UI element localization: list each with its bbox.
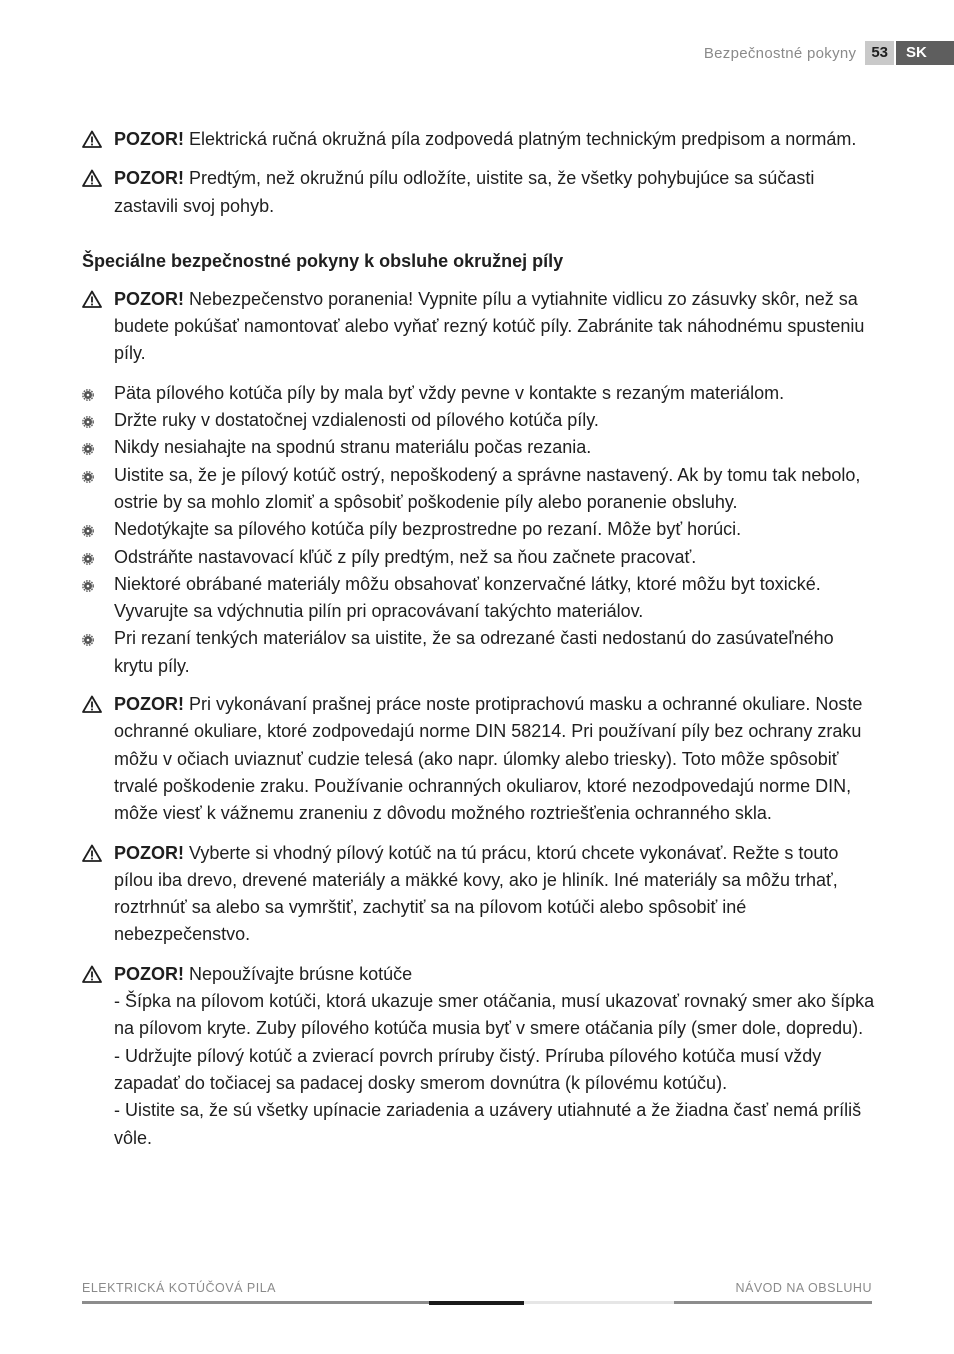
footer-rule-segment [429, 1301, 524, 1305]
warning-block [82, 961, 877, 1152]
bullet-text: Nikdy nesiahajte na spodnú stranu materiálu počas rezania. [114, 437, 592, 458]
list-item [82, 544, 877, 571]
list-item [82, 407, 877, 434]
bullet-text: Päta pílového kotúča píly by mala byť vždy pevne v kontakte s rezaným materiálom. [114, 382, 785, 403]
warning-text: Nebezpečenstvo poranenia! Vypnite pílu a vytiahnite vidlicu zo zásuvky skôr, než sa budete pokúšať namontovať alebo vyňať rezný kotúč píly. Zabránite tak náhodnému spusteniu píly. [114, 288, 865, 364]
instruction-line: - Udržujte pílový kotúč a zvierací povrch príruby čistý. Príruba pílového kotúča musí vždy zapadať do točiacej sa padacej dosky smerom dovnútra (k pílovému kotúču). [114, 1045, 822, 1093]
warning-label: POZOR! [114, 842, 184, 863]
bullet-text: Pri rezaní tenkých materiálov sa uistite, že sa odrezané časti nedostanú do zasúvateľného krytu píly. [114, 628, 834, 676]
list-item [82, 625, 877, 680]
instruction-line: - Uistite sa, že sú všetky upínacie zariadenia a uzávery utiahnuté a že žiadna časť nemá príliš vôle. [114, 1100, 862, 1148]
language-tab: SK [896, 41, 954, 65]
list-item [82, 434, 877, 461]
warning-text: Vyberte si vhodný pílový kotúč na tú prácu, ktorú chcete vykonávať. Režte s touto pílou iba drevo, drevené materiály a mäkké kovy, ako je hliník. Iné materiály sa môžu trhať, roztrhnúť sa alebo sa vymrštiť, zachytiť sa na pílovom kotúči alebo spôsobiť iné nebezpečenstvo. [114, 842, 839, 945]
list-item [82, 380, 877, 407]
warning-block [82, 126, 877, 153]
warning-triangle-icon [82, 290, 102, 308]
bullet-gear-icon [82, 443, 94, 455]
warning-triangle-icon [82, 965, 102, 983]
warning-block [82, 286, 877, 368]
footer-rule-segment [674, 1301, 872, 1304]
list-item [82, 571, 877, 626]
footer-rule-segment [82, 1301, 429, 1304]
warning-triangle-icon [82, 844, 102, 862]
warning-block [82, 165, 877, 220]
warning-text: Predtým, než okružnú pílu odložíte, uistite sa, že všetky pohybujúce sa súčasti zastavili svoj pohyb. [114, 168, 815, 216]
bullet-text: Držte ruky v dostatočnej vzdialenosti od pílového kotúča píly. [114, 410, 599, 431]
instruction-line: - Šípka na pílovom kotúči, ktorá ukazuje smer otáčania, musí ukazovať rovnaký smer ako šípka na pílovom kryte. Zuby pílového kotúča musia byť v smere otáčania píly (smer dole, dopredu). [114, 991, 875, 1039]
warning-label: POZOR! [114, 168, 184, 189]
footer-left-text: ELEKTRICKÁ KOTÚČOVÁ PILA [82, 1281, 276, 1295]
bullet-gear-icon [82, 416, 94, 428]
header-title: Bezpečnostné pokyny [703, 44, 857, 62]
bullet-gear-icon [82, 525, 94, 537]
warning-label: POZOR! [114, 694, 184, 715]
list-item [82, 516, 877, 543]
page-footer [82, 1281, 872, 1295]
bullet-gear-icon [82, 553, 94, 565]
bullet-gear-icon [82, 471, 94, 483]
bullet-text: Nedotýkajte sa pílového kotúča píly bezprostredne po rezaní. Môže byť horúci. [114, 519, 742, 540]
bullet-list [82, 380, 877, 680]
warning-triangle-icon [82, 130, 102, 148]
warning-label: POZOR! [114, 963, 184, 984]
warning-text: Pri vykonávaní prašnej práce noste protiprachovú masku a ochranné okuliare. Noste ochranné okuliare, ktoré zodpovedajú norme DIN 58214. Pri používaní píly bez ochrany zraku môžu v očiach uviaznuť cudzie telesá (ako napr. úlomky alebo triesky). Toto môže spôsobiť trvalé poškodenie zraku. Používanie ochranných okuliarov, ktoré nezodpovedajú norme DIN, môže viesť k vážnemu zraneniu z dôvodu možného roztriešťenia ochranného skla. [114, 694, 863, 824]
list-item [82, 462, 877, 517]
bullet-text: Uistite sa, že je pílový kotúč ostrý, nepoškodený a správne nastavený. Ak by tomu tak nebolo, ostrie by sa mohlo zlomiť a spôsobiť poškodenie píly alebo poranenie obsluhy. [114, 464, 861, 512]
warning-triangle-icon [82, 169, 102, 187]
main-content [82, 126, 877, 1164]
footer-right-text: NÁVOD NA OBSLUHU [735, 1281, 872, 1295]
warning-label: POZOR! [114, 129, 184, 149]
page-number: 53 [865, 41, 894, 65]
bullet-text: Niektoré obrábané materiály môžu obsahovať konzervačné látky, ktoré môžu byt toxické. Vyvarujte sa vdýchnutia pilín pri opracovávaní takýchto materiálov. [114, 573, 821, 622]
warning-triangle-icon [82, 695, 102, 713]
bullet-text: Odstráňte nastavovací kľúč z píly predtým, než sa ňou začnete pracovať. [114, 546, 697, 567]
warning-text: Nepoužívajte brúsne kotúče [189, 963, 413, 984]
bullet-gear-icon [82, 634, 94, 646]
bullet-gear-icon [82, 580, 94, 592]
warning-label: POZOR! [114, 288, 184, 309]
page-header [704, 41, 954, 65]
warning-block [82, 691, 877, 827]
bullet-gear-icon [82, 389, 94, 401]
section-heading: Špeciálne bezpečnostné pokyny k obsluhe okružnej píly [82, 250, 564, 271]
footer-rule-segment [524, 1301, 674, 1304]
warning-text: Elektrická ručná okružná píla zodpovedá platným technickým predpisom a normám. [189, 129, 857, 149]
warning-block [82, 840, 877, 949]
